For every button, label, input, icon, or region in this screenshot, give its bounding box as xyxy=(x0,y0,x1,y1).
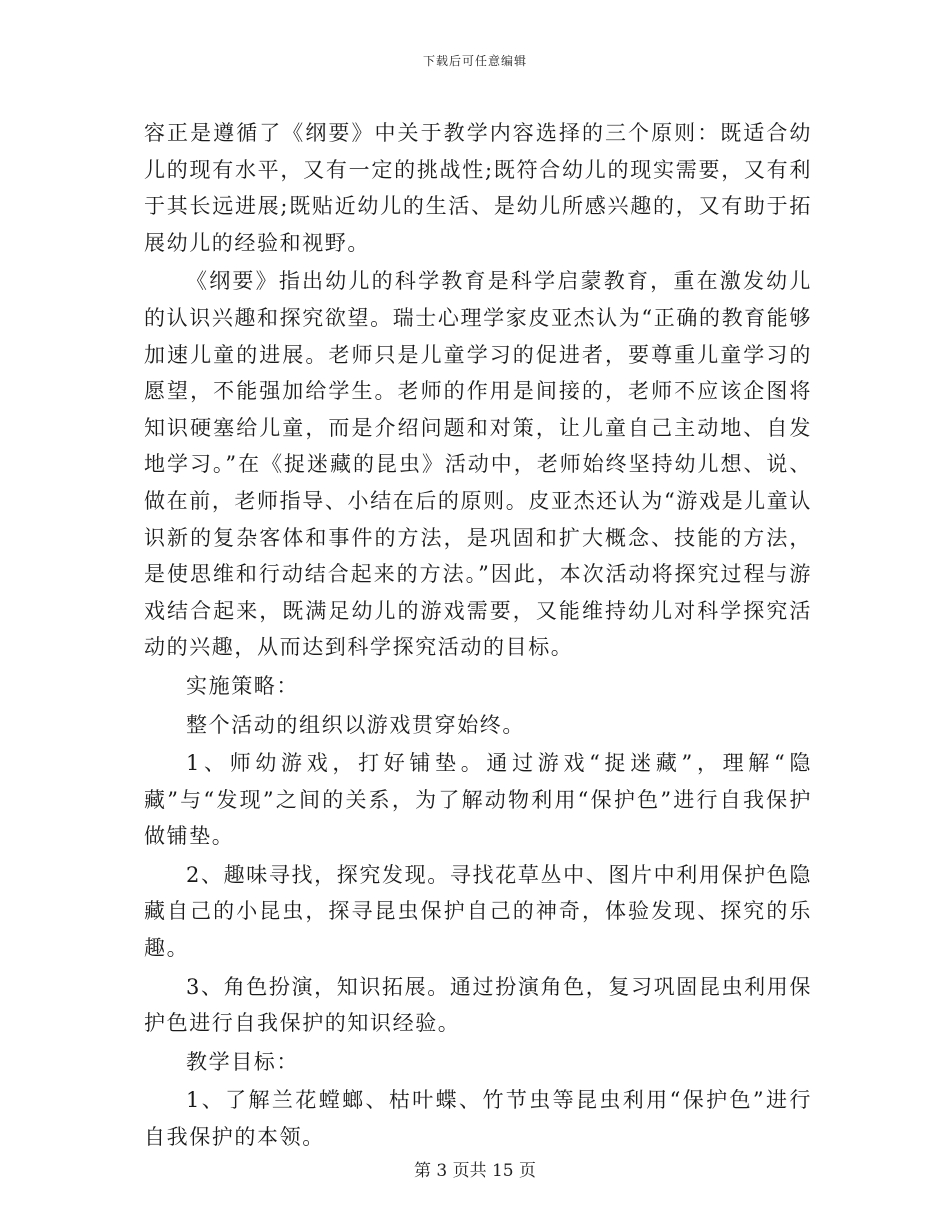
page-header-note: 下载后可任意编辑 xyxy=(422,54,527,68)
paragraph-strategy-2: 2、趣味寻找，探究发现。寻找花草丛中、图片中利用保护色隐藏自己的小昆虫，探寻昆虫保护自己的神奇，体验发现、探究的乐趣。 xyxy=(144,862,812,961)
page-number: 第 3 页共 15 页 xyxy=(413,1161,537,1181)
heading-teaching-goals: 教学目标： xyxy=(186,1049,299,1074)
paragraph-strategy-1: 1、师幼游戏，打好铺垫。通过游戏“捉迷藏”，理解“隐藏”与“发现”之间的关系，为了解动物利用“保护色”进行自我保护做铺垫。 xyxy=(144,751,812,849)
heading-strategy: 实施策略： xyxy=(186,673,299,698)
paragraph-strategy-3: 3、角色扮演，知识拓展。通过扮演角色，复习巩固昆虫利用保护色进行自我保护的知识经验。 xyxy=(144,974,812,1036)
document-body xyxy=(144,115,812,1158)
paragraph-guideline-science: 《纲要》指出幼儿的科学教育是科学启蒙教育，重在激发幼儿的认识兴趣和探究欲望。瑞士心理学家皮亚杰认为“正确的教育能够加速儿童的进展。老师只是儿童学习的促进者，要尊重儿童学习的愿望，不能强加给学生。老师的作用是间接的，老师不应该企图将知识硬塞给儿童，而是介绍问题和对策，让儿童自己主动地、自发地学习。”在《捉迷藏的昆虫》活动中，老师始终坚持幼儿想、说、做在前，老师指导、小结在后的原则。皮亚杰还认为“游戏是儿童认识新的复杂客体和事件的方法，是巩固和扩大概念、技能的方法，是使思维和行动结合起来的方法。”因此，本次活动将探究过程与游戏结合起来，既满足幼儿的游戏需要，又能维持幼儿对科学探究活动的兴趣，从而达到科学探究活动的目标。 xyxy=(144,269,812,660)
paragraph-strategy-intro: 整个活动的组织以游戏贯穿始终。 xyxy=(186,712,525,737)
paragraph-goal-1: 1、了解兰花螳螂、枯叶蝶、竹节虫等昆虫利用“保护色”进行自我保护的本领。 xyxy=(144,1088,812,1150)
paragraph-continuation: 容正是遵循了《纲要》中关于教学内容选择的三个原则：既适合幼儿的现有水平，又有一定的挑战性;既符合幼儿的现实需要，又有利于其长远进展;既贴近幼儿的生活、是幼儿所感兴趣的，又有助于拓展幼儿的经验和视野。 xyxy=(144,121,812,255)
